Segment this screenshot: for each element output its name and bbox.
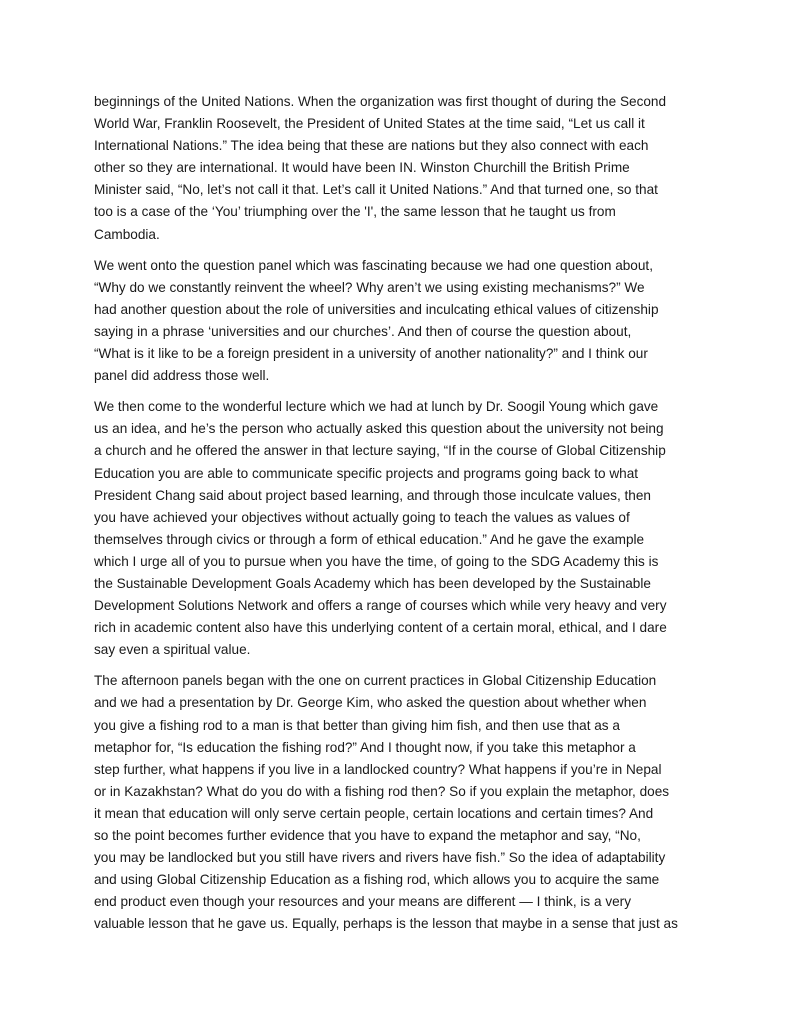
text-line: Development Solutions Network and offers a range of courses which while very heavy and very [94,598,667,614]
text-line: We went onto the question panel which was fascinating because we had one question about, [94,257,653,273]
text-line: valuable lesson that he gave us. Equally, perhaps is the lesson that maybe in a sense that just as [94,916,678,932]
text-line: metaphor for, “Is education the fishing rod?” And I thought now, if you take this metaphor a [94,739,636,755]
text-line: you give a fishing rod to a man is that better than giving him fish, and then use that as a [94,717,620,733]
text-line: and using Global Citizenship Education as a fishing rod, which allows you to acquire the same [94,872,660,888]
text-line: beginnings of the United Nations. When the organization was first thought of during the Second [94,94,667,109]
text-line: Minister said, “No, let’s not call it that. Let’s call it United Nations.” And that turned one, so that [94,182,658,198]
text-line: Education you are able to communicate specific projects and programs going back to what [94,465,639,481]
text-line: end product even though your resources and your means are different — I think, is a very [94,894,631,910]
text-line: or in Kazakhstan? What do you do with a fishing rod then? So if you explain the metaphor, does [94,783,670,799]
paragraph-1 [94,91,706,246]
text-line: had another question about the role of universities and inculcating ethical values of citizenship [94,301,659,317]
text-line: “Why do we constantly reinvent the wheel? Why aren’t we using existing mechanisms?” We [94,279,645,295]
text-line: us an idea, and he’s the person who actually asked this question about the university not being [94,421,664,437]
text-line: step further, what happens if you live in a landlocked country? What happens if you’re in Nepal [94,761,662,777]
text-line: saying in a phrase ‘universities and our churches’. And then of course the question about, [94,323,632,339]
text-line: “What is it like to be a foreign president in a university of another nationality?” and I think our [94,346,648,362]
text-line: which I urge all of you to pursue when you have the time, of going to the SDG Academy this is [94,553,659,569]
text-line: other so they are international. It would have been IN. Winston Churchill the British Prime [94,160,630,176]
text-line: International Nations.” The idea being that these are nations but they also connect with each [94,138,649,154]
text-line: We then come to the wonderful lecture which we had at lunch by Dr. Soogil Young which gave [94,399,659,415]
text-line: President Chang said about project based learning, and through those inculcate values, then [94,487,651,503]
text-line: say even a spiritual value. [94,642,251,658]
text-line: panel did address those well. [94,368,270,384]
text-line: a church and he offered the answer in that lecture saying, “If in the course of Global Citizenship [94,443,666,459]
text-line: Cambodia. [94,226,160,242]
paragraph-2 [94,255,706,388]
text-line: The afternoon panels began with the one on current practices in Global Citizenship Education [94,673,657,689]
text-line: and we had a presentation by Dr. George Kim, who asked the question about whether when [94,695,647,711]
text-line: you have achieved your objectives without actually going to teach the values as values of [94,509,630,525]
text-line: too is a case of the ‘You’ triumphing over the 'I', the same lesson that he taught us from [94,204,616,220]
paragraph-3 [94,396,706,661]
text-line: you may be landlocked but you still have rivers and rivers have fish.” So the idea of adaptability [94,850,666,866]
text-line: themselves through civics or through a form of ethical education.” And he gave the example [94,531,645,547]
text-line: so the point becomes further evidence that you have to expand the metaphor and say, “No, [94,828,641,843]
paragraph-4 [94,670,706,935]
text-line: World War, Franklin Roosevelt, the President of United States at the time said, “Let us call it [94,116,645,132]
document-body [94,91,706,944]
text-line: the Sustainable Development Goals Academy which has been developed by the Sustainable [94,575,651,591]
text-line: rich in academic content also have this underlying content of a certain moral, ethical, and I dare [94,620,667,636]
text-line: it mean that education will only serve certain people, certain locations and certain times? And [94,805,654,821]
